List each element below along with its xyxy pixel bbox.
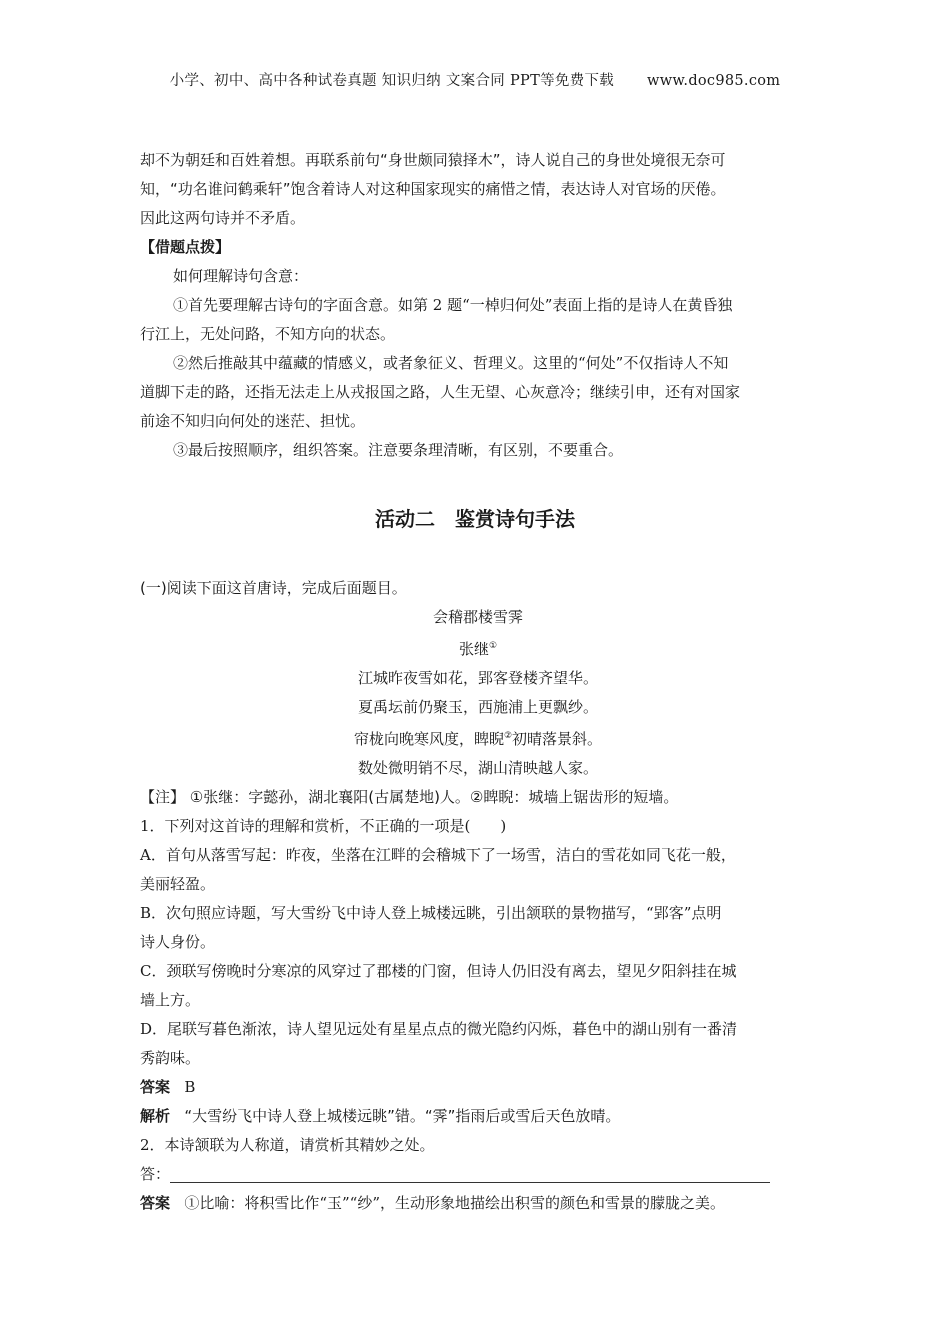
poem-line [140, 722, 816, 754]
tips-item: ①首先要理解古诗句的字面含意。如第 2 题“一棹归何处”表面上指的是诗人在黄昏独 [173, 296, 733, 314]
q1-option-c: C．颈联写傍晚时分寒凉的风穿过了郡楼的门窗，但诗人仍旧没有离去，望见夕阳斜挂在城 [140, 962, 737, 980]
q1-option-a: A．首句从落雪写起：昨夜，坐落在江畔的会稽城下了一场雪，洁白的雪花如同飞花一般， [140, 846, 736, 864]
tips-item: 前途不知归向何处的迷茫、担忧。 [140, 412, 366, 430]
analysis-text: “大雪纷飞中诗人登上城楼远眺”错。“霁”指雨后或雪后天色放晴。 [184, 1107, 621, 1125]
tips-lead: 如何理解诗句含意： [173, 267, 309, 285]
intro-line: 却不为朝廷和百姓着想。再联系前句“身世颇同猿择木”，诗人说自己的身世处境很无奈可 [140, 151, 726, 169]
reading-instruction: (一)阅读下面这首唐诗，完成后面题目。 [140, 579, 407, 597]
header-text: 小学、初中、高中各种试卷真题 知识归纳 文案合同 PPT等免费下载 [169, 73, 615, 89]
poem-note-mark: ② [503, 731, 513, 741]
poem-line: 夏禹坛前仍聚玉，西施浦上更飘纱。 [357, 698, 598, 716]
q1-analysis [140, 1102, 816, 1131]
tips-heading: 【借题点拨】 [140, 238, 231, 256]
q2-answer [140, 1189, 816, 1218]
author-name: 张继 [458, 640, 489, 658]
q1-answer [140, 1073, 816, 1102]
tips-item: 道脚下走的路，还指无法走上从戎报国之路，人生无望、心灰意冷；继续引申，还有对国家 [140, 383, 741, 401]
reading-section [140, 574, 816, 1218]
poem-note: 【注】 ①张继：字懿孙，湖北襄阳(古属楚地)人。②睥睨：城墙上锯齿形的短墙。 [140, 788, 679, 806]
author-note-mark: ① [488, 641, 498, 651]
page-header [0, 69, 950, 90]
intro-line: 知，“功名谁问鹤乘轩”饱含着诗人对这种国家现实的痛惜之情，表达诗人对官场的厌倦。 [140, 180, 726, 198]
q2-answer-line [140, 1160, 816, 1189]
intro-line: 因此这两句诗并不矛盾。 [140, 209, 306, 227]
q1-option-b: B．次句照应诗题，写大雪纷飞中诗人登上城楼远眺，引出颔联的景物描写，“郢客”点明 [140, 904, 722, 922]
poem-line: 数处微明销不尽，湖山清映越人家。 [357, 759, 598, 777]
answer-value: B [184, 1078, 196, 1096]
poem-line-part: 初晴落景斜。 [512, 730, 603, 748]
answer-label: 答案 [140, 1194, 171, 1212]
q1-option-c: 墙上方。 [140, 991, 201, 1009]
q1-option-d: D．尾联写暮色渐浓，诗人望见远处有星星点点的微光隐约闪烁，暮色中的湖山别有一番清 [140, 1020, 738, 1038]
q1-option-d: 秀韵味。 [140, 1049, 201, 1067]
tips-section [140, 233, 816, 465]
q2-stem: 2．本诗颔联为人称道，请赏析其精妙之处。 [140, 1136, 435, 1154]
poem-title: 会稽郡楼雪霁 [432, 608, 523, 626]
tips-item: ③最后按照顺序，组织答案。注意要条理清晰，有区别，不要重合。 [173, 441, 624, 459]
q1-stem: 1．下列对这首诗的理解和赏析，不正确的一项是( ) [140, 817, 507, 835]
answer-label: 答案 [140, 1078, 171, 1096]
tips-item: 行江上，无处问路，不知方向的状态。 [140, 325, 396, 343]
poem-line: 江城昨夜雪如花，郢客登楼齐望华。 [357, 669, 598, 687]
answer-prompt: 答： [140, 1165, 171, 1183]
answer-text: ①比喻：将积雪比作“玉”“纱”，生动形象地描绘出积雪的颜色和雪景的朦胧之美。 [184, 1194, 726, 1212]
tips-item: ②然后推敲其中蕴藏的情感义，或者象征义、哲理义。这里的“何处”不仅指诗人不知 [173, 354, 729, 372]
q1-option-a: 美丽轻盈。 [140, 875, 216, 893]
poem-author [140, 632, 816, 664]
poem-line-part: 帘栊向晚寒风度，睥睨 [353, 730, 504, 748]
q1-option-b: 诗人身份。 [140, 933, 216, 951]
intro-paragraph [140, 146, 816, 233]
analysis-label: 解析 [140, 1107, 171, 1125]
header-url[interactable]: www.doc985.com [647, 73, 781, 89]
answer-blank[interactable] [170, 1168, 770, 1183]
section-title: 活动二 鉴赏诗句手法 [375, 507, 575, 531]
